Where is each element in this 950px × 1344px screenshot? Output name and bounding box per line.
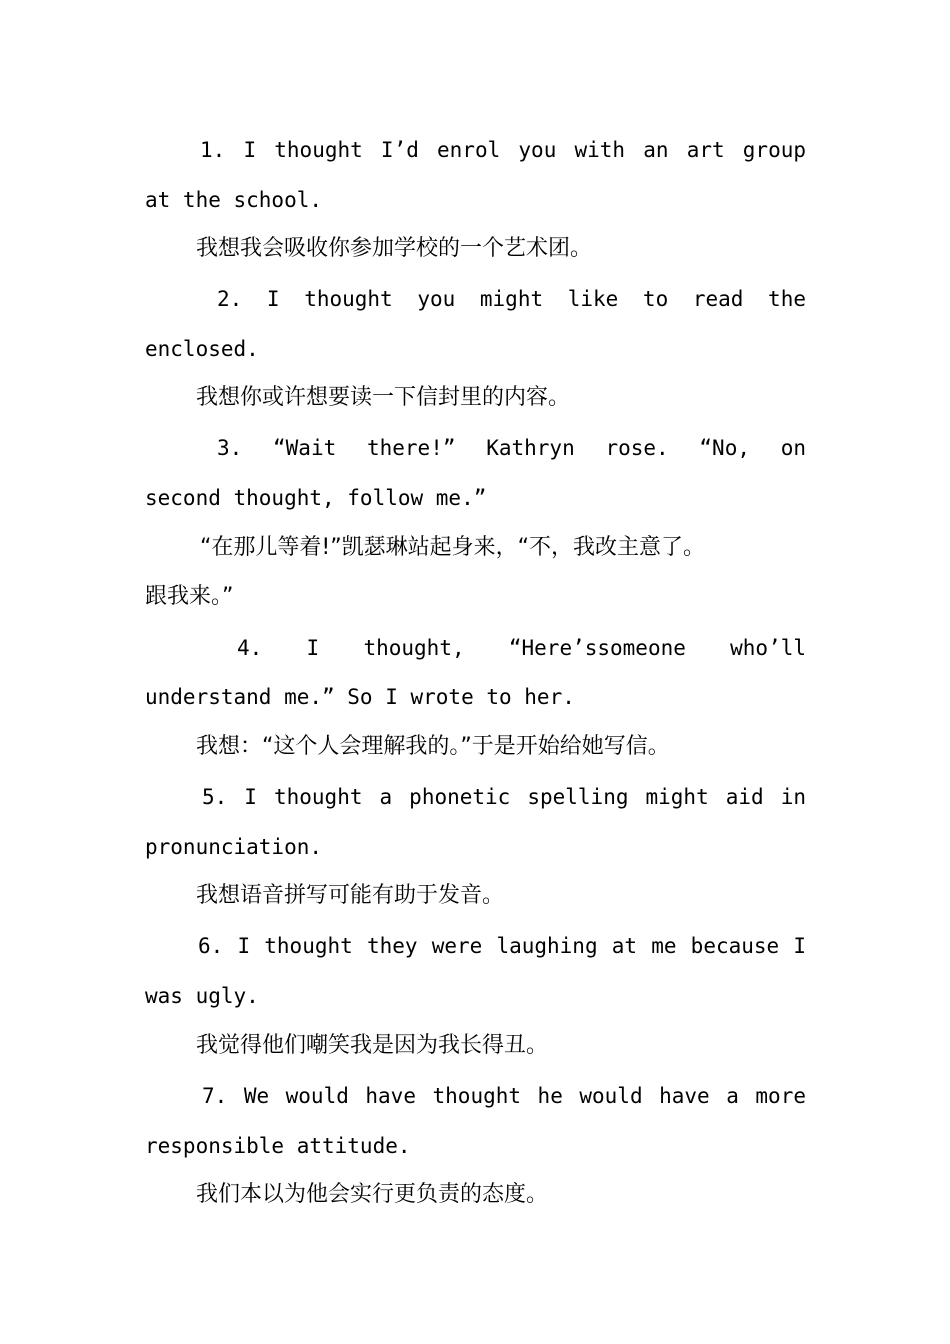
sentence-3-chinese-line-1: “在那儿等着!”凯瑟琳站起身来，“不，我改主意了。 xyxy=(200,535,706,560)
sentence-5-english-line-2: pronunciation. xyxy=(145,835,323,859)
sentence-2-english-line-2: enclosed. xyxy=(145,337,259,361)
sentence-7-english-line-2: responsible attitude. xyxy=(145,1134,411,1158)
sentence-4-english-line-2: understand me.” So I wrote to her. xyxy=(145,685,575,709)
sentence-6-english-line-2: was ugly. xyxy=(145,984,259,1008)
sentence-4-english-line-1: 4. I thought, “Here’ssomeone who’ll xyxy=(237,636,806,660)
sentence-2-english-line-1: 2. I thought you might like to read the xyxy=(217,287,806,311)
sentence-1-english-line-1: 1. I thought I’d enrol you with an art group xyxy=(200,138,806,162)
sentence-2-chinese: 我想你或许想要读一下信封里的内容。 xyxy=(196,385,571,410)
sentence-5-chinese: 我想语音拼写可能有助于发音。 xyxy=(196,883,505,908)
sentence-7-chinese: 我们本以为他会实行更负责的态度。 xyxy=(196,1182,549,1207)
sentence-4-chinese: 我想：“这个人会理解我的。”于是开始给她写信。 xyxy=(196,734,670,759)
sentence-5-english-line-1: 5. I thought a phonetic spelling might aid in xyxy=(202,785,806,809)
sentence-3-chinese-line-2: 跟我来。” xyxy=(145,584,234,609)
sentence-1-chinese: 我想我会吸收你参加学校的一个艺术团。 xyxy=(196,236,593,261)
sentence-7-english-line-1: 7. We would have thought he would have a more xyxy=(202,1084,806,1108)
sentence-3-english-line-2: second thought, follow me.” xyxy=(145,486,487,510)
sentence-1-english-line-2: at the school. xyxy=(145,188,323,212)
sentence-3-english-line-1: 3. “Wait there!” Kathryn rose. “No, on xyxy=(217,436,806,460)
sentence-6-chinese: 我觉得他们嘲笑我是因为我长得丑。 xyxy=(196,1033,549,1058)
sentence-6-english-line-1: 6. I thought they were laughing at me because I xyxy=(198,934,806,958)
